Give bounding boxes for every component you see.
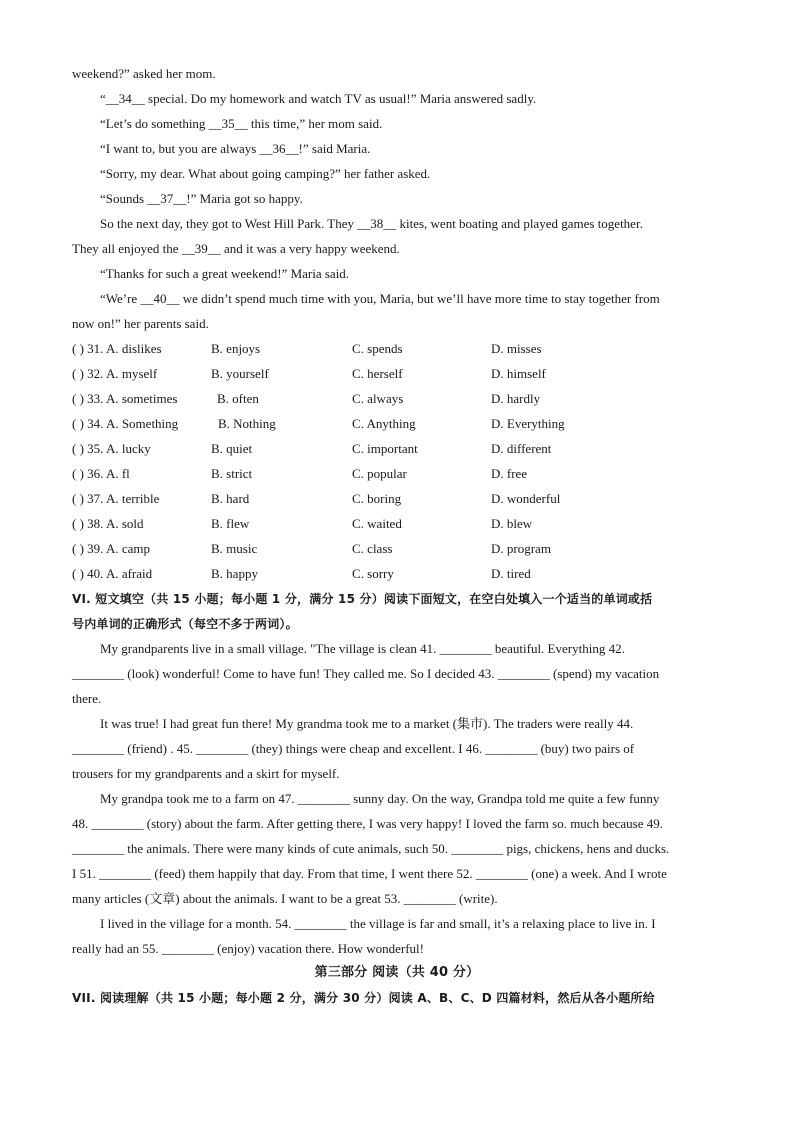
choice-d: D. tired: [491, 566, 531, 581]
choice-b: B. Nothing: [218, 416, 276, 431]
choice-a: ( ) 32. A. myself: [72, 366, 158, 381]
passage-line: It was true! I had great fun there! My grandma took me to a market (集市). The traders were really 44.: [100, 716, 634, 731]
passage-line: “We’re __40__ we didn’t spend much time with you, Maria, but we’ll have more time to stay together from: [100, 291, 660, 306]
passage-line: there.: [72, 691, 102, 706]
choice-b: B. strict: [211, 466, 253, 481]
choice-b: B. flew: [211, 516, 250, 531]
section-heading-cont: 号内单词的正确形式（每空不多于两词）。: [72, 617, 298, 631]
part-title: 第三部分 阅读（共 40 分）: [314, 965, 480, 980]
choice-d: D. blew: [491, 516, 533, 531]
choice-b: B. yourself: [211, 366, 269, 381]
choice-c: C. always: [352, 391, 404, 406]
passage-line: I 51. ________ (feed) them happily that day. From that time, I went there 52. ________ (one) a week. And I wrote: [72, 866, 667, 881]
choice-a: ( ) 31. A. dislikes: [72, 341, 162, 356]
passage-line: “Sorry, my dear. What about going camping?” her father asked.: [100, 166, 431, 181]
section-heading: VII. 阅读理解（共 15 小题；每小题 2 分，满分 30 分）阅读 A、B、C、D 四篇材料，然后从各小题所给: [72, 991, 655, 1005]
passage-line: “Thanks for such a great weekend!” Maria said.: [100, 266, 350, 281]
passage-line: “__34__ special. Do my homework and watch TV as usual!” Maria answered sadly.: [100, 91, 537, 106]
choice-c: C. herself: [352, 366, 403, 381]
passage-line: 48. ________ (story) about the farm. After getting there, I was very happy! I loved the farm so. much because 49.: [72, 816, 663, 831]
section-heading: VI. 短文填空（共 15 小题；每小题 1 分，满分 15 分）阅读下面短文，在空白处填入一个适当的单词或括: [72, 592, 653, 606]
passage-line: now on!” her parents said.: [72, 316, 209, 331]
choice-a: ( ) 35. A. lucky: [72, 441, 151, 456]
passage-line: ________ the animals. There were many kinds of cute animals, such 50. ________ pigs, chickens, hens and ducks.: [72, 841, 670, 856]
choice-d: D. program: [491, 541, 551, 556]
choice-a: ( ) 34. A. Something: [72, 416, 179, 431]
passage-line: really had an 55. ________ (enjoy) vacation there. How wonderful!: [72, 941, 424, 956]
choice-c: C. boring: [352, 491, 402, 506]
choice-c: C. waited: [352, 516, 402, 531]
choice-a: ( ) 40. A. afraid: [72, 566, 153, 581]
choice-c: C. popular: [352, 466, 407, 481]
passage-line: So the next day, they got to West Hill Park. They __38__ kites, went boating and played games together.: [100, 216, 643, 231]
choice-d: D. Everything: [491, 416, 565, 431]
choice-b: B. happy: [211, 566, 258, 581]
choice-a: ( ) 39. A. camp: [72, 541, 150, 556]
choice-c: C. class: [352, 541, 393, 556]
passage-line: They all enjoyed the __39__ and it was a very happy weekend.: [72, 241, 400, 256]
choice-b: B. enjoys: [211, 341, 261, 356]
choice-d: D. different: [491, 441, 552, 456]
passage-line: My grandparents live in a small village. "The village is clean 41. ________ beautiful. Everything 42.: [100, 641, 625, 656]
passage-line: weekend?” asked her mom.: [72, 66, 216, 81]
passage-line: trousers for my grandparents and a skirt for myself.: [72, 766, 340, 781]
choice-c: C. sorry: [352, 566, 394, 581]
passage-line: ________ (friend) . 45. ________ (they) things were cheap and excellent. I 46. ________ (buy) two pairs of: [72, 741, 635, 756]
choice-a: ( ) 33. A. sometimes: [72, 391, 178, 406]
choice-b: B. often: [217, 391, 259, 406]
choice-c: C. important: [352, 441, 418, 456]
choice-c: C. spends: [352, 341, 403, 356]
passage-line: My grandpa took me to a farm on 47. ________ sunny day. On the way, Grandpa told me quite a few funny: [100, 791, 660, 806]
choice-d: D. himself: [491, 366, 546, 381]
choice-b: B. quiet: [211, 441, 253, 456]
passage-line: I lived in the village for a month. 54. ________ the village is far and small, it’s a relaxing place to live in. I: [100, 916, 656, 931]
choice-d: D. misses: [491, 341, 542, 356]
passage-line: “I want to, but you are always __36__!” said Maria.: [100, 141, 371, 156]
choice-c: C. Anything: [352, 416, 416, 431]
choice-a: ( ) 37. A. terrible: [72, 491, 160, 506]
choice-a: ( ) 38. A. sold: [72, 516, 144, 531]
choice-d: D. free: [491, 466, 528, 481]
passage-line: “Let’s do something __35__ this time,” her mom said.: [100, 116, 383, 131]
passage-line: ________ (look) wonderful! Come to have fun! They called me. So I decided 43. ________ (spend) my vacation: [72, 666, 660, 681]
choice-b: B. hard: [211, 491, 250, 506]
choice-b: B. music: [211, 541, 258, 556]
passage-line: “Sounds __37__!” Maria got so happy.: [100, 191, 303, 206]
passage-line: many articles (文章) about the animals. I want to be a great 53. ________ (write).: [72, 891, 498, 906]
choice-d: D. wonderful: [491, 491, 561, 506]
choice-d: D. hardly: [491, 391, 541, 406]
choice-a: ( ) 36. A. fl: [72, 466, 130, 481]
